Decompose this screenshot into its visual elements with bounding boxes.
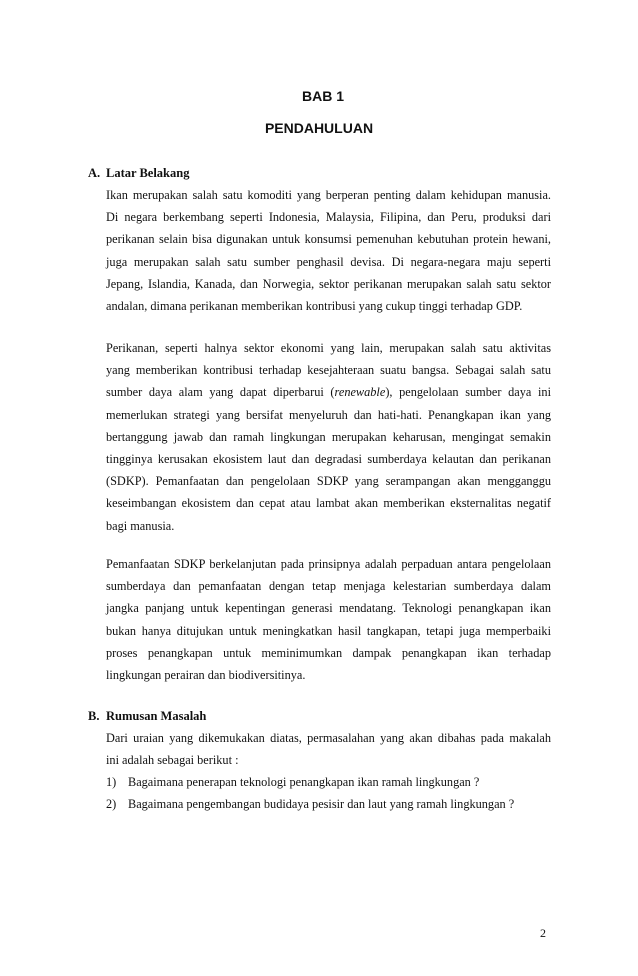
text-line: yang memberikan kontribusi terhadap kesejahteraan suatu bangsa. Sebagai salah satu [106,363,551,378]
list-text: Bagaimana pengembangan budidaya pesisir dan laut yang ramah lingkungan ? [128,797,515,812]
paragraph-a-2 [106,337,551,537]
text-line: Di negara berkembang seperti Indonesia, Malaysia, Filipina, dan Peru, produksi dari [106,210,551,225]
text-segment: sumber daya alam yang dapat diperbarui ( [106,385,335,400]
chapter-label: BAB 1 [301,88,344,104]
section-b-title: Rumusan Masalah [106,709,207,723]
section-a-title: Latar Belakang [106,166,190,180]
text-line: proses penangkapan untuk meminimumkan dampak penangkapan ikan terhadap [106,645,551,660]
text-line: Ikan merupakan salah satu komoditi yang berperan penting dalam kehidupan manusia. [106,188,551,202]
section-b-heading [88,709,206,724]
text-line: bukan hanya ditujukan untuk meningkatkan hasil tangkapan, tetapi juga memperbaiki [106,623,551,638]
text-line: bertanggung jawab dan ramah lingkungan merupakan keharusan, mengingat semakin [106,429,551,444]
section-a-heading [88,166,189,181]
list-text: Bagaimana penerapan teknologi penangkapan ikan ramah lingkungan ? [128,775,480,789]
paragraph-b-1 [106,727,551,771]
text-line-mixed [106,381,551,403]
section-b-letter: B. [88,709,100,723]
list-item [106,771,551,793]
problem-list [106,771,551,815]
text-line: tingginya kerusakan ekosistem laut dan degradasi sumberdaya kelautan dan perikanan [106,452,551,467]
text-line: Perikanan, seperti halnya sektor ekonomi yang lain, merupakan salah satu aktivitas [106,341,551,355]
text-line: Pemanfaatan SDKP berkelanjutan pada prinsipnya adalah perpaduan antara pengelolaan [106,557,551,571]
list-number: 2) [106,797,117,812]
page-number: 2 [540,926,546,940]
text-line: memerlukan strategi yang bersifat menyeluruh dan hati-hati. Penangkapan ikan yang [106,407,551,422]
text-line: sumberdaya dan pemanfaatan dengan tetap menjaga kelestarian sumberdaya dalam [106,579,551,594]
chapter-title: PENDAHULUAN [264,120,374,136]
text-line: andalan, dimana perikanan memberikan kontribusi yang cukup tinggi terhadap GDP. [106,299,523,314]
text-line: Dari uraian yang dikemukakan diatas, permasalahan yang akan dibahas pada makalah [106,731,551,745]
text-line: lingkungan perairan dan biodiversitinya. [106,668,306,683]
paragraph-a-3 [106,553,551,686]
text-segment: ), pengelolaan sumber daya ini [385,385,551,400]
text-line: ini adalah sebagai berikut : [106,753,239,768]
text-line: jangka panjang untuk kepentingan generasi mendatang. Teknologi penangkapan ikan [106,601,551,616]
text-line: bagi manusia. [106,518,175,533]
section-a-letter: A. [88,166,101,180]
text-line: juga merupakan salah satu sumber penghasil devisa. Di negara-negara maju seperti [106,254,551,269]
paragraph-a-1 [106,184,551,317]
list-item [106,793,551,815]
italic-term: renewable [334,385,386,400]
text-line: (SDKP). Pemanfaatan dan pengelolaan SDKP yang serampangan akan mengganggu [106,474,551,489]
text-line: perikanan selain bisa digunakan untuk konsumsi pemenuhan kebutuhan protein hewani, [106,232,551,247]
list-number: 1) [106,775,117,789]
text-line: keseimbangan ekosistem dan cepat atau lambat akan memberikan eksternalitas negatif [106,496,551,511]
text-line: Jepang, Islandia, Kanada, dan Norwegia, sektor perikanan merupakan salah satu sektor [106,276,551,291]
